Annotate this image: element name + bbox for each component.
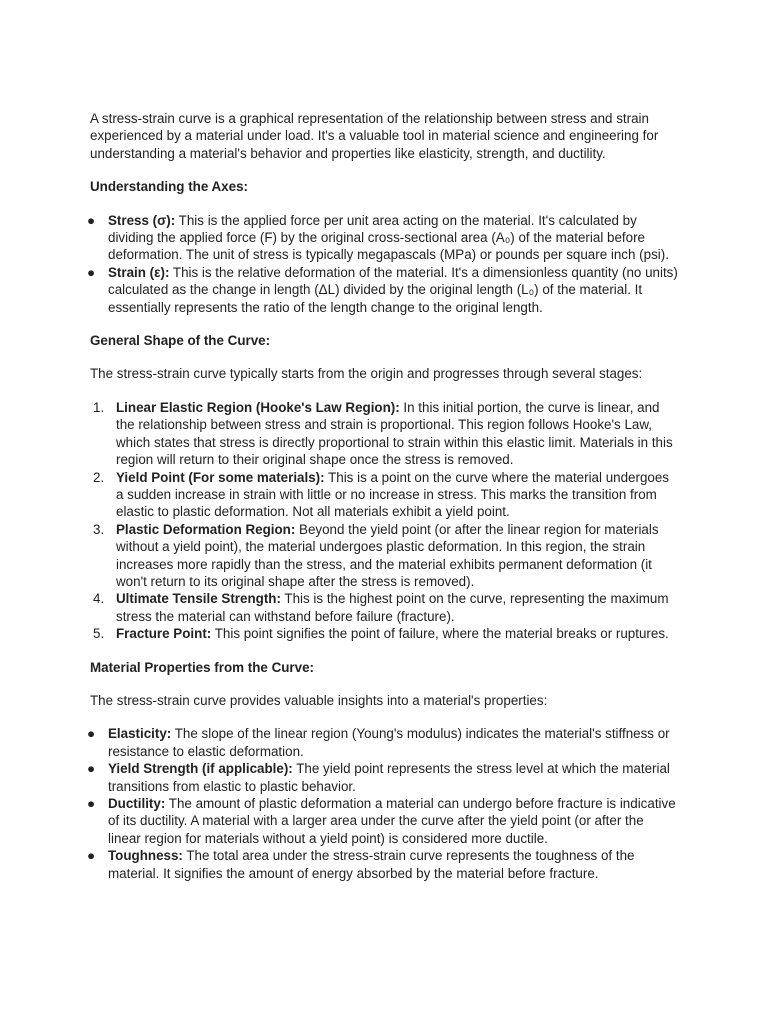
item-term: Ultimate Tensile Strength: bbox=[116, 591, 281, 607]
item-term: Strain (ε): bbox=[108, 264, 170, 280]
bullet-marker: ● bbox=[86, 264, 96, 280]
item-text: This is the applied force per unit area acting on the material. It's calculated by dividing the applied force (F) by the original cross-sectional area (A₀) of the material before deformation. The unit of stress is typically megapascals (MPa) or pounds per square inch (psi). bbox=[108, 212, 669, 263]
shape-lead: The stress-strain curve typically starts from the origin and progresses through several stages: bbox=[90, 366, 643, 382]
properties-heading: Material Properties from the Curve: bbox=[90, 659, 314, 675]
properties-lead: The stress-strain curve provides valuable insights into a material's properties: bbox=[90, 692, 548, 708]
list-item bbox=[90, 469, 680, 521]
item-text: This is the relative deformation of the material. It's a dimensionless quantity (no units) calculated as the change in length (ΔL) divided by the original length (L₀) of the material. It essentially represents the ratio of the length change to the original length. bbox=[108, 264, 678, 315]
item-term: Elasticity: bbox=[108, 726, 172, 742]
list-item bbox=[90, 590, 680, 625]
item-term: Toughness: bbox=[108, 848, 183, 864]
item-text: In this initial portion, the curve is linear, and the relationship between stress and strain is proportional. This region follows Hooke's Law, which states that stress is directly proportional to strain within this elastic limit. Materials in this region will return to their original shape once the stress is removed. bbox=[116, 399, 673, 468]
list-item bbox=[86, 795, 680, 847]
item-text: The total area under the stress-strain curve represents the toughness of the material. It signifies the amount of energy absorbed by the material before fracture. bbox=[108, 848, 635, 881]
number-marker: 2. bbox=[93, 469, 105, 485]
list-item bbox=[86, 760, 680, 795]
bullet-marker: ● bbox=[86, 761, 96, 777]
axes-list bbox=[86, 212, 680, 316]
item-text: The amount of plastic deformation a material can undergo before fracture is indicative of its ductility. A material with a larger area under the curve after the yield point (or after the linear region for materials without a yield point) is considered more ductile. bbox=[108, 796, 676, 846]
item-term: Yield Strength (if applicable): bbox=[108, 761, 293, 777]
bullet-marker: ● bbox=[86, 212, 96, 228]
item-term: Linear Elastic Region (Hooke's Law Region): bbox=[116, 399, 400, 415]
item-term: Plastic Deformation Region: bbox=[116, 521, 296, 537]
shape-heading: General Shape of the Curve: bbox=[90, 333, 271, 349]
list-item bbox=[86, 212, 680, 264]
intro-paragraph: A stress-strain curve is a graphical representation of the relationship between stress and strain experienced by a material under load. It's a valuable tool in material science and engineering for understanding a material's behavior and properties like elasticity, strength, and ductility. bbox=[90, 111, 659, 161]
item-term: Stress (σ): bbox=[108, 212, 176, 228]
list-item bbox=[86, 847, 680, 882]
number-marker: 3. bbox=[93, 521, 105, 537]
list-item bbox=[86, 264, 680, 316]
axes-heading: Understanding the Axes: bbox=[90, 179, 248, 195]
list-item bbox=[90, 625, 680, 642]
bullet-marker: ● bbox=[86, 726, 96, 742]
item-text: The slope of the linear region (Young's modulus) indicates the material's stiffness or resistance to elastic deformation. bbox=[108, 726, 670, 759]
item-text: The yield point represents the stress level at which the material transitions from elastic to plastic behavior. bbox=[108, 761, 670, 794]
item-term: Yield Point (For some materials): bbox=[116, 469, 325, 485]
bullet-marker: ● bbox=[86, 848, 96, 864]
number-marker: 4. bbox=[93, 591, 105, 607]
number-marker: 5. bbox=[93, 626, 105, 642]
item-text: This point signifies the point of failure, where the material breaks or ruptures. bbox=[211, 626, 669, 642]
list-item bbox=[90, 521, 680, 591]
list-item bbox=[86, 725, 680, 760]
properties-list bbox=[86, 725, 680, 882]
list-item bbox=[90, 399, 680, 469]
item-term: Ductility: bbox=[108, 796, 166, 811]
item-text: Beyond the yield point (or after the linear region for materials without a yield point), the material undergoes plastic deformation. In this region, the strain increases more rapidly than the stress, and the material exhibits permanent deformation (it won't return to its original shape after the stress is removed). bbox=[116, 521, 659, 589]
item-text: This is the highest point on the curve, representing the maximum stress the material can withstand before failure (fracture). bbox=[116, 591, 669, 624]
bullet-marker: ● bbox=[86, 796, 96, 811]
number-marker: 1. bbox=[93, 399, 105, 415]
item-term: Fracture Point: bbox=[116, 626, 212, 642]
item-text: This is a point on the curve where the material undergoes a sudden increase in strain with little or no increase in stress. This marks the transition from elastic to plastic deformation. Not all materials exhibit a yield point. bbox=[116, 469, 669, 520]
shape-list bbox=[90, 399, 680, 643]
